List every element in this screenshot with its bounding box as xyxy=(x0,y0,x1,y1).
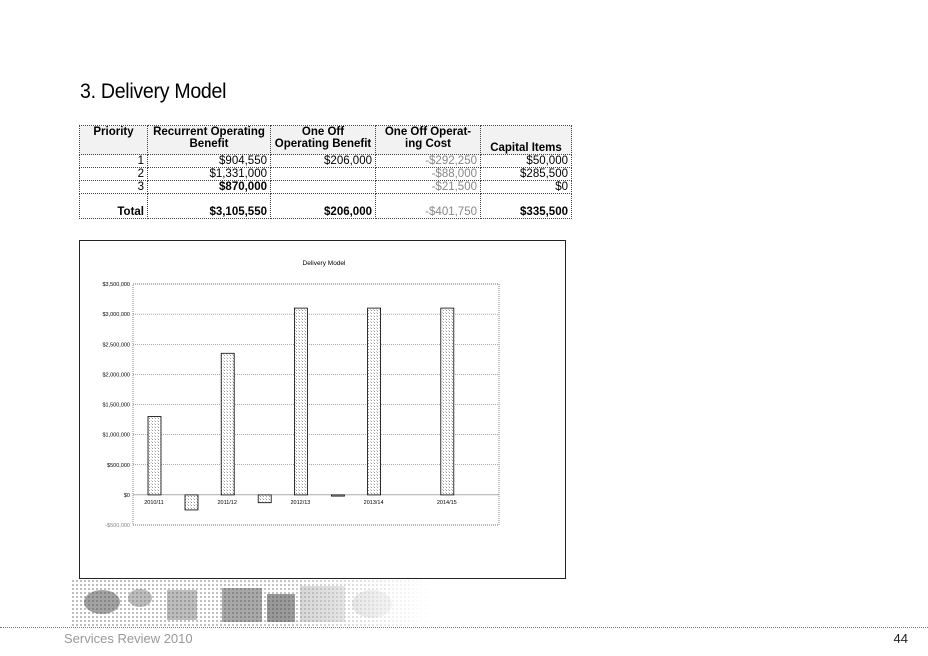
cell-capital: $50,000 xyxy=(481,155,572,168)
y-tick-label: $500,000 xyxy=(107,462,130,469)
bar-benefit-2013-14 xyxy=(368,308,381,495)
cell-capital: $285,500 xyxy=(481,168,572,181)
y-tick-label: $1,000,000 xyxy=(102,432,130,439)
y-tick-label: $3,500,000 xyxy=(102,282,130,288)
footer-photo-collage xyxy=(72,580,432,626)
y-tick-label: -$500,000 xyxy=(105,523,130,529)
footer-divider xyxy=(0,627,928,628)
header-oneoff-cost: One Off Operat- ing Cost xyxy=(376,126,481,155)
y-tick-label: $1,500,000 xyxy=(102,402,130,409)
cell-oneoff-benefit: $206,000 xyxy=(271,155,376,168)
x-tick-label: 2014/15 xyxy=(436,499,457,506)
bar-cost-2012-13 xyxy=(331,495,344,496)
bar-cost-2010-11 xyxy=(185,495,198,510)
bar-benefit-2010-11 xyxy=(148,417,161,495)
x-tick-label: 2013/14 xyxy=(363,499,384,506)
table-row xyxy=(80,181,572,194)
delivery-model-chart xyxy=(79,240,566,579)
page-title: 3. Delivery Model xyxy=(80,80,227,103)
page-number: 44 xyxy=(893,631,908,646)
footer-title: Services Review 2010 xyxy=(64,631,193,646)
total-label: Total xyxy=(80,194,148,219)
cell-recurrent: $1,331,000 xyxy=(148,168,271,181)
total-oneoff-benefit: $206,000 xyxy=(271,194,376,219)
header-capital-items: Capital Items xyxy=(481,126,572,155)
header-oneoff-benefit: One Off Operating Benefit xyxy=(271,126,376,155)
header-recurrent-benefit: Recurrent Operating Benefit xyxy=(148,126,271,155)
table-row xyxy=(80,155,572,168)
delivery-model-table xyxy=(79,125,572,219)
cell-recurrent: $870,000 xyxy=(148,181,271,194)
cell-oneoff-benefit xyxy=(271,168,376,181)
table-total-row xyxy=(80,194,572,219)
chart-canvas xyxy=(80,241,565,578)
chart-title: Delivery Model xyxy=(302,260,346,267)
total-capital: $335,500 xyxy=(481,194,572,219)
header-priority: Priority xyxy=(80,126,148,155)
bar-benefit-2011-12 xyxy=(221,353,234,495)
y-tick-label: $0 xyxy=(123,492,130,499)
x-tick-label: 2010/11 xyxy=(144,499,164,506)
y-tick-label: $2,000,000 xyxy=(102,372,130,379)
table-row xyxy=(80,168,572,181)
table-header-row xyxy=(80,126,572,155)
cell-oneoff-cost: -$21,500 xyxy=(376,181,481,194)
cell-oneoff-cost: -$292,250 xyxy=(376,155,481,168)
x-tick-label: 2011/12 xyxy=(217,499,237,506)
bar-benefit-2012-13 xyxy=(294,308,307,495)
x-tick-label: 2012/13 xyxy=(290,499,311,506)
cell-priority: 2 xyxy=(80,168,148,181)
bar-benefit-2014-15 xyxy=(441,308,454,495)
total-recurrent: $3,105,550 xyxy=(148,194,271,219)
cell-recurrent: $904,550 xyxy=(148,155,271,168)
total-oneoff-cost: -$401,750 xyxy=(376,194,481,219)
cell-priority: 1 xyxy=(80,155,148,168)
bar-cost-2011-12 xyxy=(258,495,271,503)
cell-oneoff-cost: -$88,000 xyxy=(376,168,481,181)
cell-capital: $0 xyxy=(481,181,572,194)
cell-oneoff-benefit xyxy=(271,181,376,194)
cell-priority: 3 xyxy=(80,181,148,194)
y-tick-label: $2,500,000 xyxy=(102,342,130,349)
y-tick-label: $3,000,000 xyxy=(102,312,130,319)
